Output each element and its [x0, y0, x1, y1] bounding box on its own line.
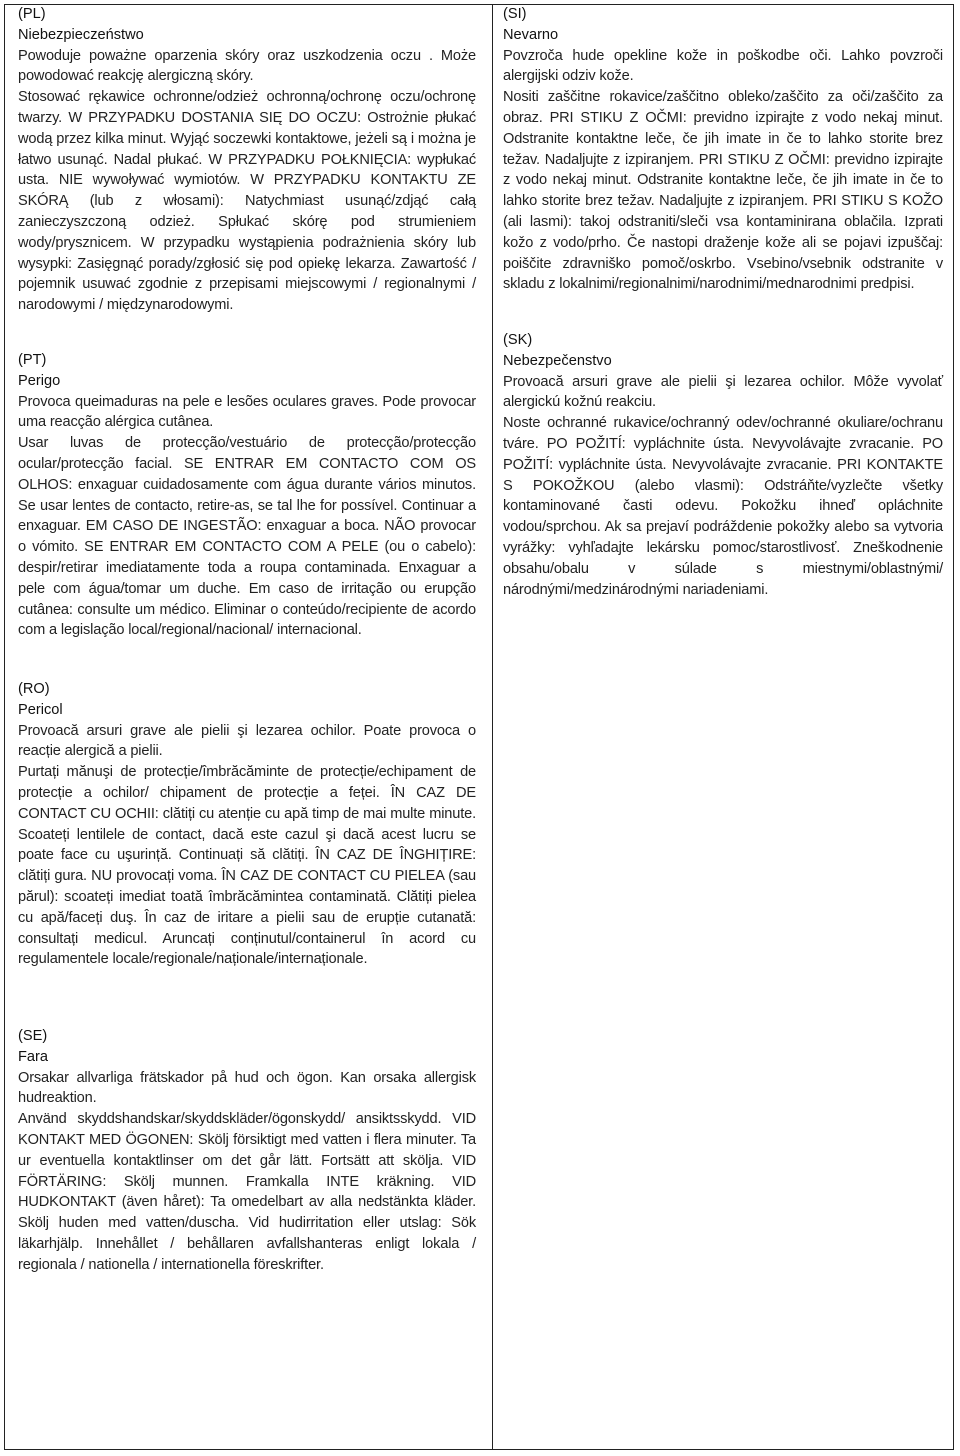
precautionary-statement: Nositi zaščitne rokavice/zaščitno obleko/zaščito za oči/zaščito za obraz. PRI STIKU Z OČMI: previdno izpirajte z vodo nekaj minut. Odstranite kontaktne leče, če jih imate in če to lahko storite brez težav. Nadaljujte z izpiranjem. PRI STIKU Z OČMI: previdno izpirajte z vodo nekaj minut. Odstranite kontaktne leče, če jih imate in če to lahko storite brez težav. Nadaljujte z izpiranjem. PRI STIKU S KOŽO (ali lasmi): takoj odstraniti/sleči vsa kontaminirana oblačila. Izprati kožo z vodo/prho. Če nastopi draženje kože ali se pojavi izpuščaj: poiščite zdravniško pomoč/oskrbo. Vsebino/vsebnik odstranite v skladu z lokalnimi/regionalnimi/narodnimi/mednarodnimi predpisi. [503, 89, 943, 293]
section-title: Niebezpieczeństwo [18, 26, 144, 43]
hazard-statement: Orsakar allvarliga frätskador på hud och ögon. Kan orsaka allergisk hudreaktion. [18, 1069, 476, 1107]
section-body [503, 46, 943, 296]
section-code: (PL) [18, 6, 46, 22]
section-sk [503, 330, 943, 600]
section-se [18, 1026, 476, 1276]
hazard-statement: Provoacă arsuri grave ale pielii şi lezarea ochilor. Môže vyvolať alergickú kožnú reakciu. [503, 373, 943, 411]
section-code: (SE) [18, 1028, 48, 1044]
hazard-statement: Provoca queimaduras na pele e lesões oculares graves. Pode provocar uma reacção alérgica cutânea. [18, 393, 476, 431]
hazard-statement: Powoduje poważne oparzenia skóry oraz uszkodzenia oczu . Może powodować reakcję alergiczną skóry. [18, 47, 476, 85]
section-pt [18, 350, 476, 641]
section-code: (SI) [503, 6, 527, 22]
hazard-statement: Povzroča hude opekline kože in poškodbe oči. Lahko povzroči alergijski odziv kože. [503, 47, 943, 85]
hazard-statement: Provoacă arsuri grave ale pielii şi lezarea ochilor. Poate provoca o reacție alergică a pielii. [18, 722, 476, 760]
precautionary-statement: Purtați mănuşi de protecție/îmbrăcăminte de protecție/echipament de protecție a ochilor/ chipament de protecție a feței. ÎN CAZ DE CONTACT CU OCHII: clătiți cu atenție cu apă timp de mai multe minute. Scoateți lentilele de contact, dacă este cazul şi dacă acest lucru se poate face cu uşurință. Continuați să clătiți. ÎN CAZ DE ÎNGHIȚIRE: clătiți gura. NU provocați voma. ÎN CAZ DE CONTACT CU PIELEA (sau părul): scoateți imediat toată îmbrăcămintea contaminată. Clătiți pielea cu apă/faceți duş. În caz de iritare a pielii sau de erupție cutanată: consultați medicul. Aruncați conținutul/containerul în acord cu regulamentele locale/regionale/naționale/internaționale. [18, 764, 476, 968]
section-body [503, 372, 943, 601]
precautionary-statement: Stosować rękawice ochronne/odzież ochronną/ochronę oczu/ochronę twarzy. W PRZYPADKU DOSTANIA SIĘ DO OCZU: Ostrożnie płukać wodą przez kilka minut. Wyjąć soczewki kontaktowe, jeżeli są i można je łatwo usunąć. Nadal płukać. W PRZYPADKU POŁKNIĘCIA: wypłukać usta. NIE wywoływać wymiotów. W PRZYPADKU KONTAKTU ZE SKÓRĄ (lub z włosami): Natychmiast usunąć/zdjąć całą zanieczyszczoną odzież. Spłukać skórę pod strumieniem wody/prysznicem. W przypadku wystąpienia podrażnienia skóry lub wysypki: Zasięgnąć porady/zgłosić się pod opiekę lekarza. Zawartość / pojemnik usuwać zgodnie z przepisami miejscowymi / regionalnymi / narodowymi / międzynarodowymi. [18, 89, 476, 314]
section-code: (SK) [503, 332, 533, 348]
section-title: Fara [18, 1048, 49, 1065]
section-code: (RO) [18, 681, 50, 697]
section-code: (PT) [18, 352, 47, 368]
section-si [503, 4, 943, 295]
section-ro [18, 679, 476, 970]
precautionary-statement: Noste ochranné rukavice/ochranný odev/ochranné okuliare/ochranu tváre. PO POŽITÍ: vypláchnite ústa. Nevyvolávajte zvracanie. PO POŽITÍ: vypláchnite ústa. Nevyvolávajte zvracanie. PRI KONTAKTE S POKOŽKOU (alebo vlasmi): Odstráňte/vyzlečte všetky kontaminované časti odevu. Pokožku ihneď opláchnite vodou/sprchou. Ak sa prejaví podráždenie pokožky alebo sa vytvoria vyrážky: vyhľadajte lekársku pomoc/starostlivosť. Zneškodnenie obsahu/obalu v súlade s miestnymi/oblastnými/ národnými/medzinárodnými nariadeniami. [503, 415, 943, 598]
precautionary-statement: Usar luvas de protecção/vestuário de protecção/protecção ocular/protecção facial. SE ENTRAR EM CONTACTO COM OS OLHOS: enxaguar cuidadosamente com água durante vários minutos. Se usar lentes de contacto, retire-as, se tal lhe for possível. Continuar a enxaguar. EM CASO DE INGESTÃO: enxaguar a boca. NÃO provocar o vómito. SE ENTRAR EM CONTACTO COM A PELE (ou o cabelo): despir/retirar imediatamente toda a roupa contaminada. Enxaguar a pele com água/tomar um duche. Em caso de irritação ou erupção cutânea: consulte um médico. Eliminar o conteúdo/recipiente de acordo com a legislação local/regional/nacional/ internacional. [18, 435, 476, 639]
section-title: Perigo [18, 372, 61, 389]
section-body [18, 1068, 476, 1276]
section-title: Nevarno [503, 26, 559, 43]
section-pl [18, 4, 476, 316]
section-body [18, 721, 476, 971]
precautionary-statement: Använd skyddshandskar/skyddskläder/ögonskydd/ ansiktsskydd. VID KONTAKT MED ÖGONEN: Skölj försiktigt med vatten i flera minuter. Ta ur eventuella kontaktlinser om det går lätt. Fortsätt att skölja. VID FÖRTÄRING: Skölj munnen. Framkalla INTE kräkning. VID HUDKONTAKT (även håret): Ta omedelbart av alla nedstänkta kläder. Skölj huden med vatten/duscha. Vid hudirritation eller utslag: Sök läkarhjälp. Innehållet / behållaren avfallshanteras enligt lokala / regionala / nationella / internationella föreskrifter. [18, 1111, 476, 1273]
section-body [18, 392, 476, 642]
section-title: Pericol [18, 701, 63, 718]
section-title: Nebezpečenstvo [503, 352, 612, 369]
section-body [18, 46, 476, 316]
column-divider [492, 4, 493, 1450]
